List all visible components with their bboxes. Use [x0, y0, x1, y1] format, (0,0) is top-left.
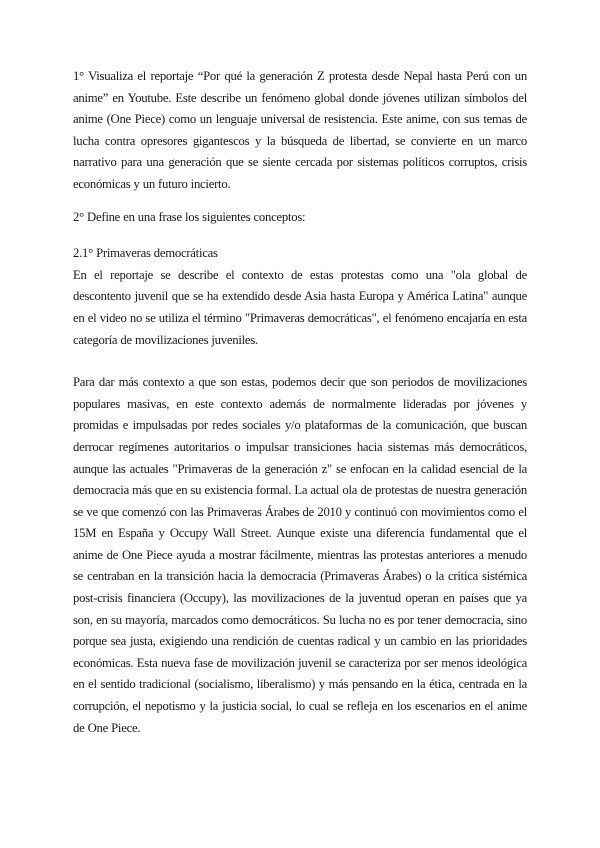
question-2 [73, 207, 527, 229]
question-1-label: 1° [73, 69, 84, 83]
section-2-1-paragraph-1: En el reportaje se describe el contexto de estas protestas como una "ola global de descontento juvenil que se ha extendido desde Asia hasta Europa y América Latina" aunque en el video no se utiliza el término "Primaveras democráticas", el fenómeno encajaría en esta categoría de movilizaciones juveniles. [73, 267, 527, 347]
question-1-text: Visualiza el reportaje “Por qué la generación Z protesta desde Nepal hasta Perú con un anime” en Youtube. Este describe un fenómeno global donde jóvenes utilizan símbolos del anime (One Piece) como un lenguaje universal de resistencia. Este anime, con sus temas de lucha contra opresores gigantescos y la búsqueda de libertad, se convierte en un marco narrativo para una generación que se siente cercada por sistemas políticos corruptos, crisis económicas y un futuro incierto. [73, 69, 527, 191]
section-2-1-title: Primaveras democráticas [96, 246, 218, 261]
question-1 [73, 66, 527, 196]
question-2-label: 2° [73, 209, 84, 224]
section-2-1-heading [73, 243, 527, 265]
question-2-text: Define en una frase los siguientes conceptos: [87, 209, 306, 224]
section-2-1-paragraph-2: Para dar más contexto a que son estas, podemos decir que son periodos de movilizaciones populares masivas, en este contexto además de normalmente lideradas por jóvenes y promidas e impulsadas por redes sociales y/o plataformas de la comunicación, que buscan derrocar regímenes autoritarios o impulsar transiciones hacia sistemas más democráticos, aunque las actuales "Primaveras de la generación z" se enfocan en la calidad esencial de la democracia más que en su existencia formal. La actual ola de protestas de nuestra generación se ve que comenzó con las Primaveras Árabes de 2010 y continuó con movimientos como el 15M en España y Occupy Wall Street. Aunque existe una diferencia fundamental que el anime de One Piece ayuda a mostrar fácilmente, mientras las protestas anteriores a menudo se centraban en la transición hacia la democracia (Primaveras Árabes) o la crítica sistémica post-crisis financiera (Occupy), las movilizaciones de la juventud operan en países que ya son, en su mayoría, marcados como democráticos. Su lucha no es por tener democracia, sino porque sea justa, exigiendo una rendición de cuentas radical y un cambio en las prioridades económicas. Esta nueva fase de movilización juvenil se caracteriza por ser menos ideológica en el sentido tradicional (socialismo, liberalismo) y más pensando en la ética, centrada en la corrupción, el nepotismo y la justicia social, lo cual se refleja en los escenarios en el anime de One Piece. [73, 375, 527, 735]
section-2-1-label: 2.1° [73, 246, 93, 261]
